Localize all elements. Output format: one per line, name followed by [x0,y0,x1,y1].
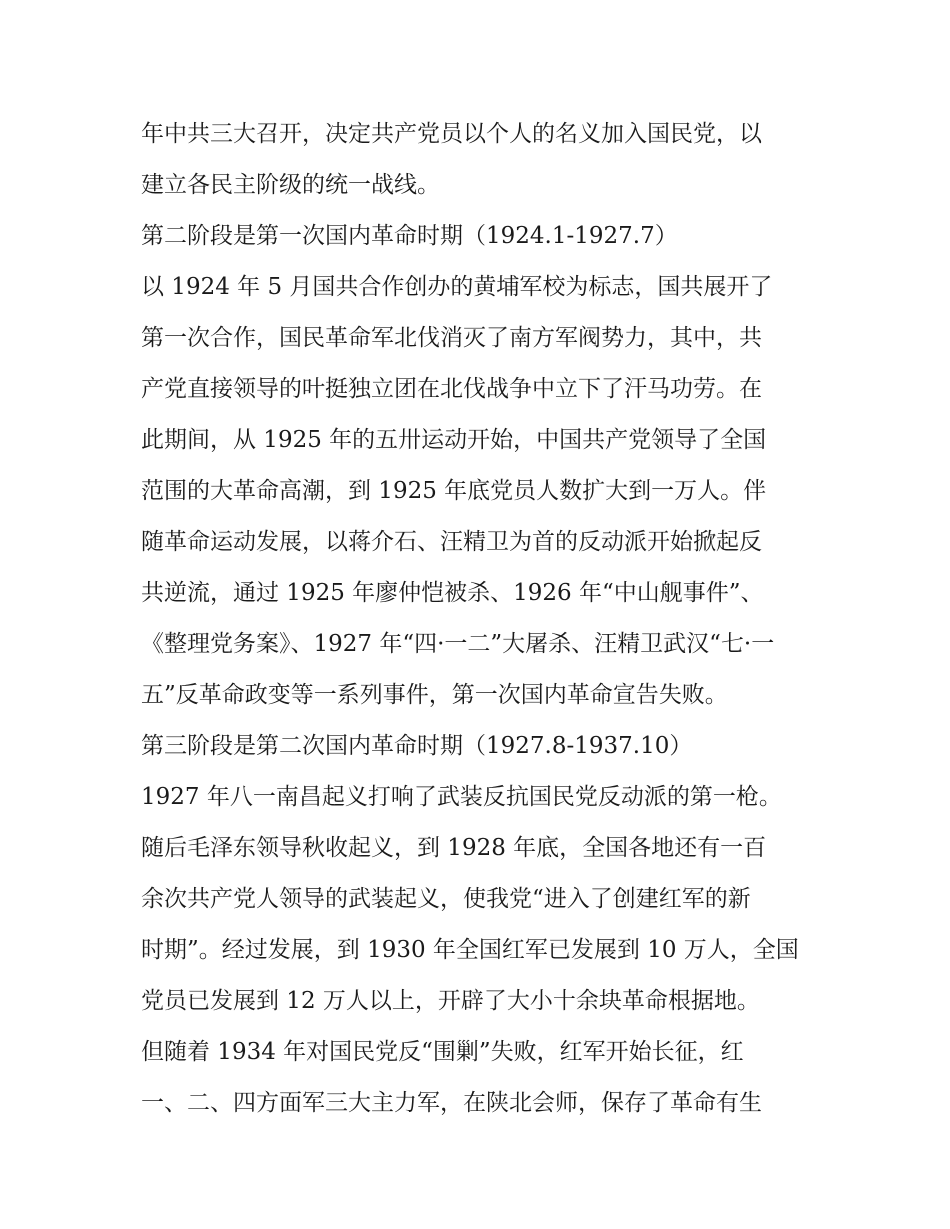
text-line-19: 但随着 1934 年对国民党反“围剿”失败，红军开始长征，红 [141,1039,744,1065]
text-line-12: 五”反革命政变等一系列事件，第一次国内革命宣告失败。 [141,682,728,708]
text-line-9: 随革命运动发展，以蒋介石、汪精卫为首的反动派开始掀起反 [141,529,762,555]
text-line-4: 以 1924 年 5 月国共合作创办的黄埔军校为标志，国共展开了 [141,274,773,300]
text-line-20: 一、二、四方面军三大主力军，在陕北会师，保存了革命有生 [141,1090,762,1116]
text-line-14: 1927 年八一南昌起义打响了武装反抗国民党反动派的第一枪。 [141,784,782,810]
text-line-7: 此期间，从 1925 年的五卅运动开始，中国共产党领导了全国 [141,427,767,453]
document-body [141,109,821,1129]
text-line-16: 余次共产党人领导的武装起义，使我党“进入了创建红军的新 [141,886,751,912]
text-line-2: 建立各民主阶级的统一战线。 [141,172,440,198]
text-line-11: 《整理党务案》、1927 年“四·一二”大屠杀、汪精卫武汉“七·一 [141,631,775,657]
section-heading-stage-three: 第三阶段是第二次国内革命时期（1927.8-1937.10） [141,733,693,759]
text-line-18: 党员已发展到 12 万人以上，开辟了大小十余块革命根据地。 [141,988,760,1014]
text-line-15: 随后毛泽东领导秋收起义，到 1928 年底，全国各地还有一百 [141,835,767,861]
text-line-1: 年中共三大召开，决定共产党员以个人的名义加入国民党，以 [141,121,762,147]
text-line-8: 范围的大革命高潮，到 1925 年底党员人数扩大到一万人。伴 [141,478,767,504]
section-heading-stage-two: 第二阶段是第一次国内革命时期（1924.1-1927.7） [141,223,678,249]
text-line-17: 时期”。经过发展，到 1930 年全国红军已发展到 10 万人，全国 [141,937,799,963]
text-line-10: 共逆流，通过 1925 年廖仲恺被杀、1926 年“中山舰事件”、 [141,580,764,606]
text-line-6: 产党直接领导的叶挺独立团在北伐战争中立下了汗马功劳。在 [141,376,762,402]
text-line-5: 第一次合作，国民革命军北伐消灭了南方军阀势力，其中，共 [141,325,762,351]
